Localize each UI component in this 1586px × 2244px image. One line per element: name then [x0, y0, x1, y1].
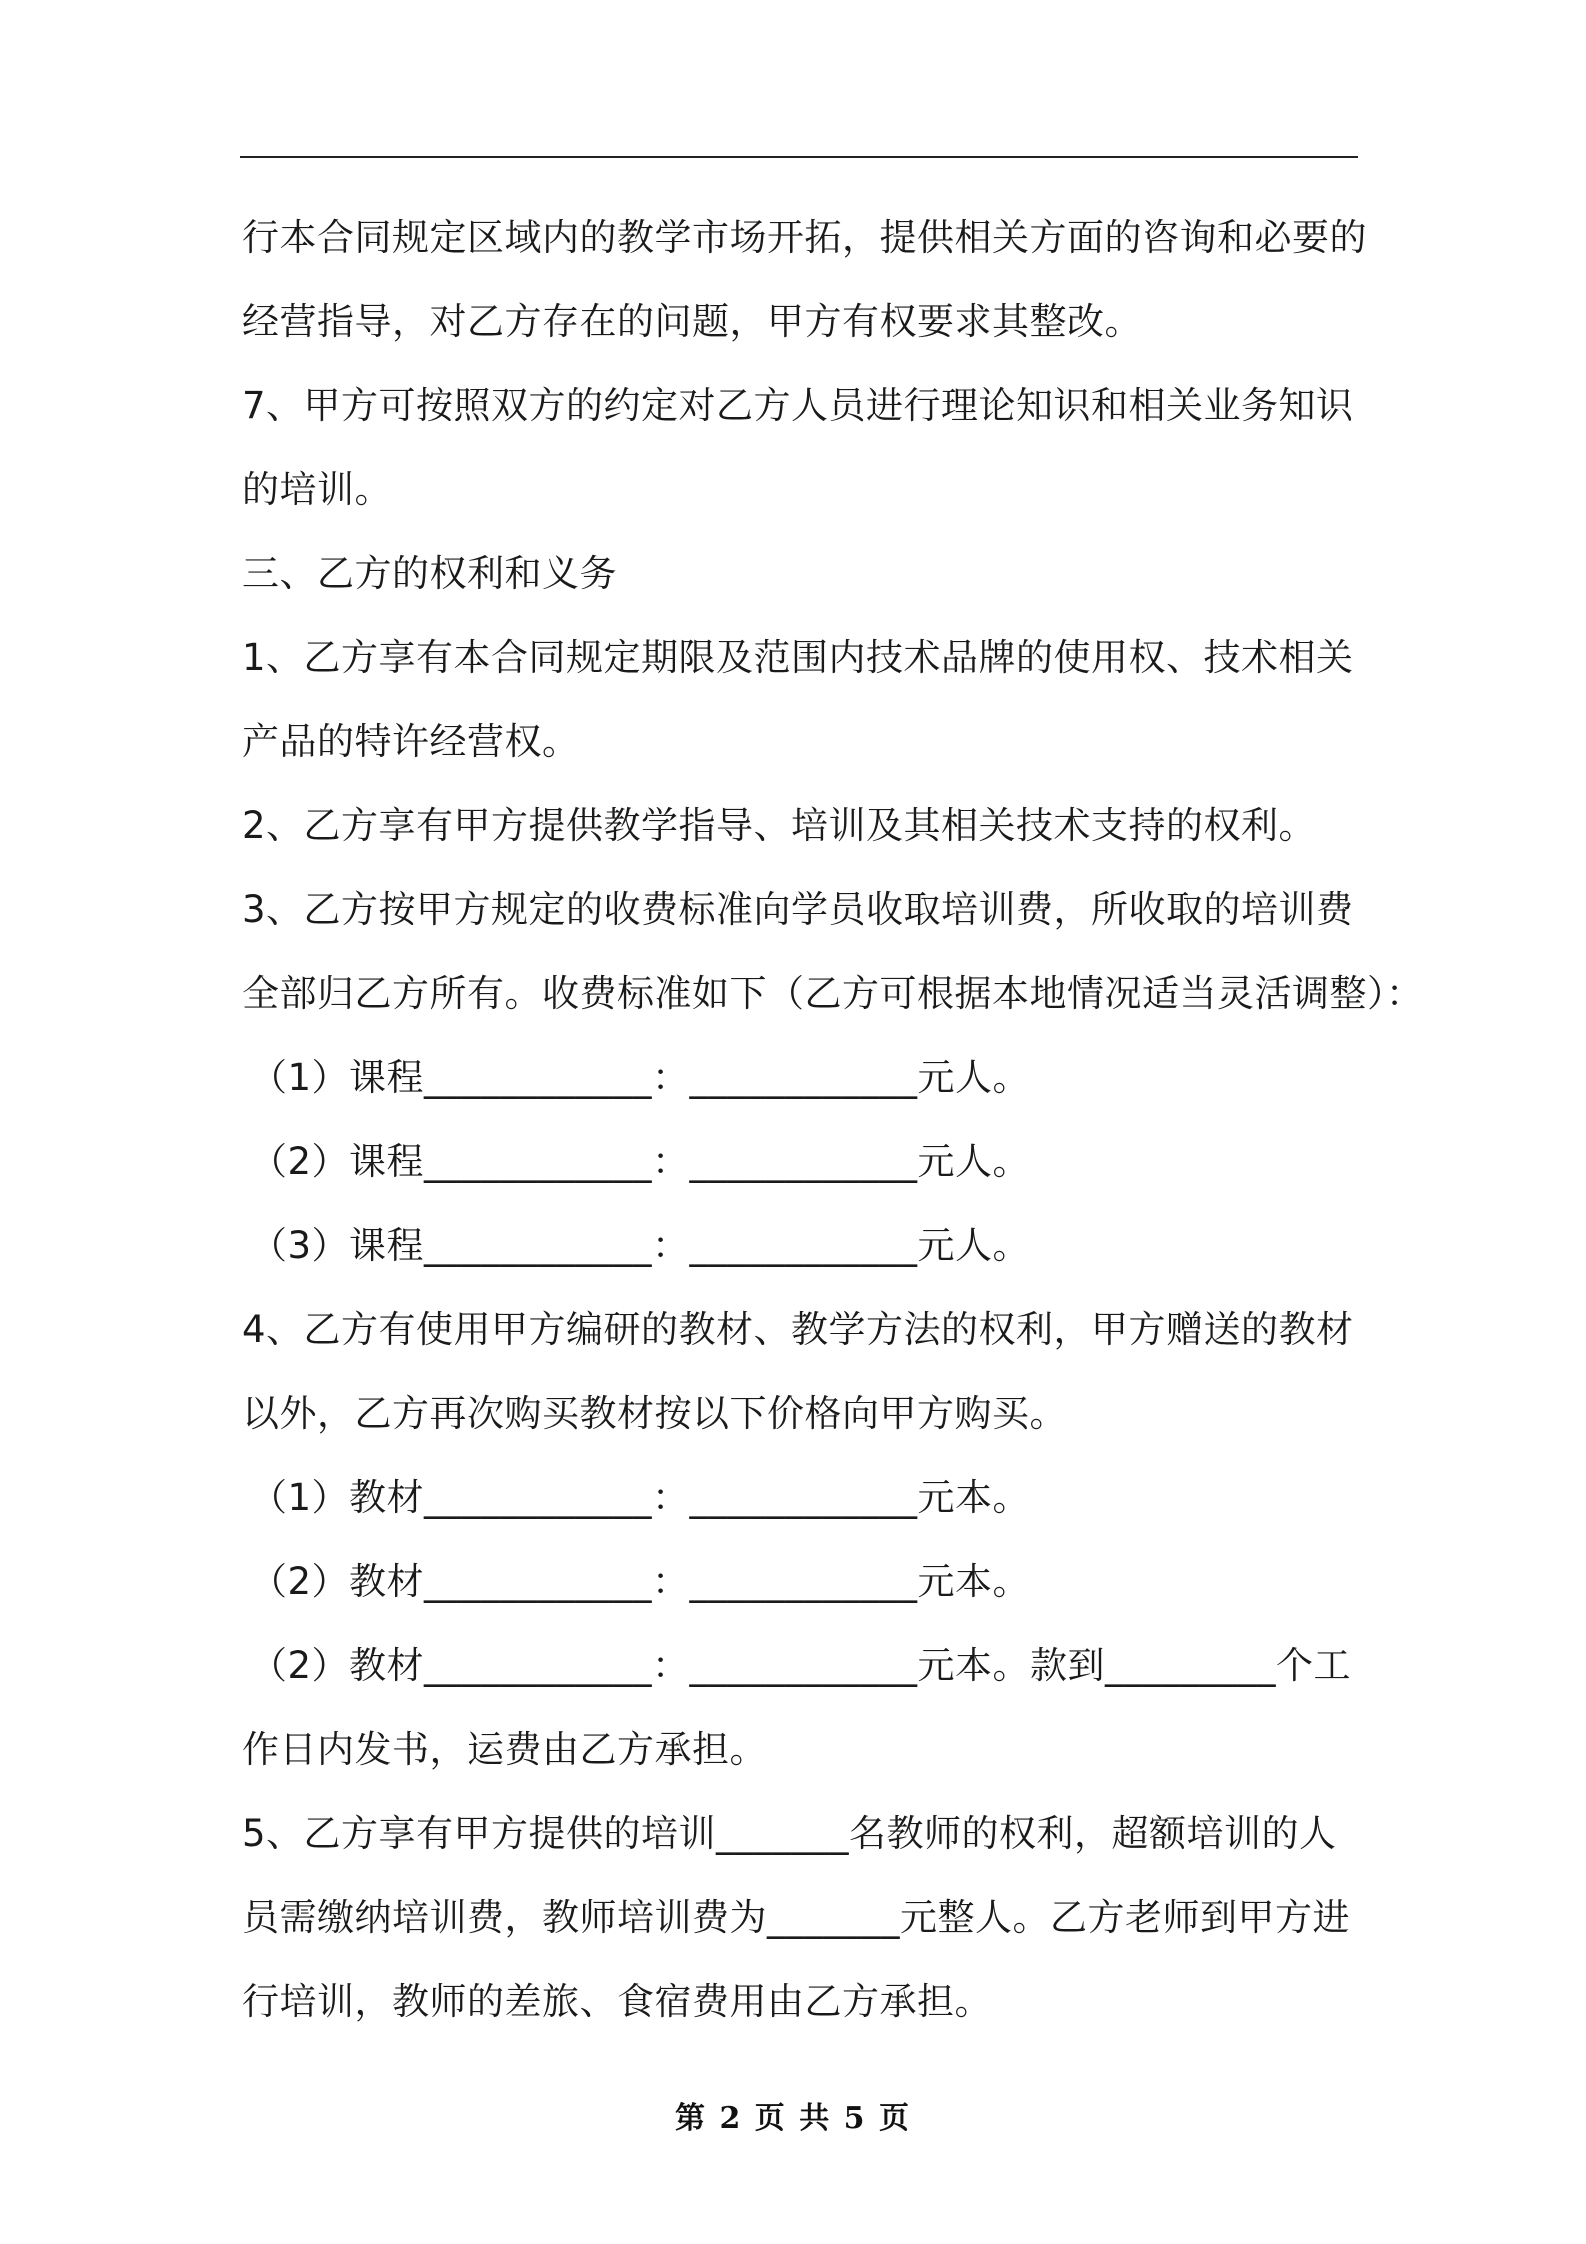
text-line: 1、乙方享有本合同规定期限及范围内技术品牌的使用权、技术相关: [242, 636, 1354, 679]
text-line: 的培训。: [242, 468, 392, 511]
header-rule: [240, 156, 1358, 158]
text-line: 2、乙方享有甲方提供教学指导、培训及其相关技术支持的权利。: [242, 804, 1317, 847]
material-item: （2）教材____________：____________元本。: [250, 1560, 1031, 1603]
text-line: 7、甲方可按照双方的约定对乙方人员进行理论知识和相关业务知识: [242, 384, 1354, 427]
fee-item: （3）课程____________：____________元人。: [250, 1224, 1031, 1267]
fee-item: （2）课程____________：____________元人。: [250, 1140, 1031, 1183]
text-line: 经营指导，对乙方存在的问题，甲方有权要求其整改。: [242, 300, 1142, 343]
text-line: 全部归乙方所有。收费标准如下（乙方可根据本地情况适当灵活调整）：: [242, 972, 1424, 1015]
text-line: 5、乙方享有甲方提供的培训_______名教师的权利，超额培训的人: [242, 1812, 1337, 1855]
material-item: （1）教材____________：____________元本。: [250, 1476, 1031, 1519]
material-item: （2）教材____________：____________元本。款到_________个工: [250, 1644, 1352, 1687]
text-line: 作日内发书，运费由乙方承担。: [242, 1728, 767, 1771]
text-line: 3、乙方按甲方规定的收费标准向学员收取培训费，所收取的培训费: [242, 888, 1354, 931]
text-line: 行培训，教师的差旅、食宿费用由乙方承担。: [242, 1980, 992, 2023]
page-number: 第 2 页 共 5 页: [675, 2101, 911, 2136]
section-heading: 三、乙方的权利和义务: [242, 552, 617, 595]
fee-item: （1）课程____________：____________元人。: [250, 1056, 1031, 1099]
document-body: [242, 196, 1424, 2044]
text-line: 4、乙方有使用甲方编研的教材、教学方法的权利，甲方赠送的教材: [242, 1308, 1354, 1351]
text-line: 产品的特许经营权。: [242, 720, 580, 763]
text-line: 以外，乙方再次购买教材按以下价格向甲方购买。: [242, 1392, 1067, 1435]
text-line: 员需缴纳培训费，教师培训费为_______元整人。乙方老师到甲方进: [242, 1896, 1350, 1939]
text-line: 行本合同规定区域内的教学市场开拓，提供相关方面的咨询和必要的: [242, 216, 1367, 259]
